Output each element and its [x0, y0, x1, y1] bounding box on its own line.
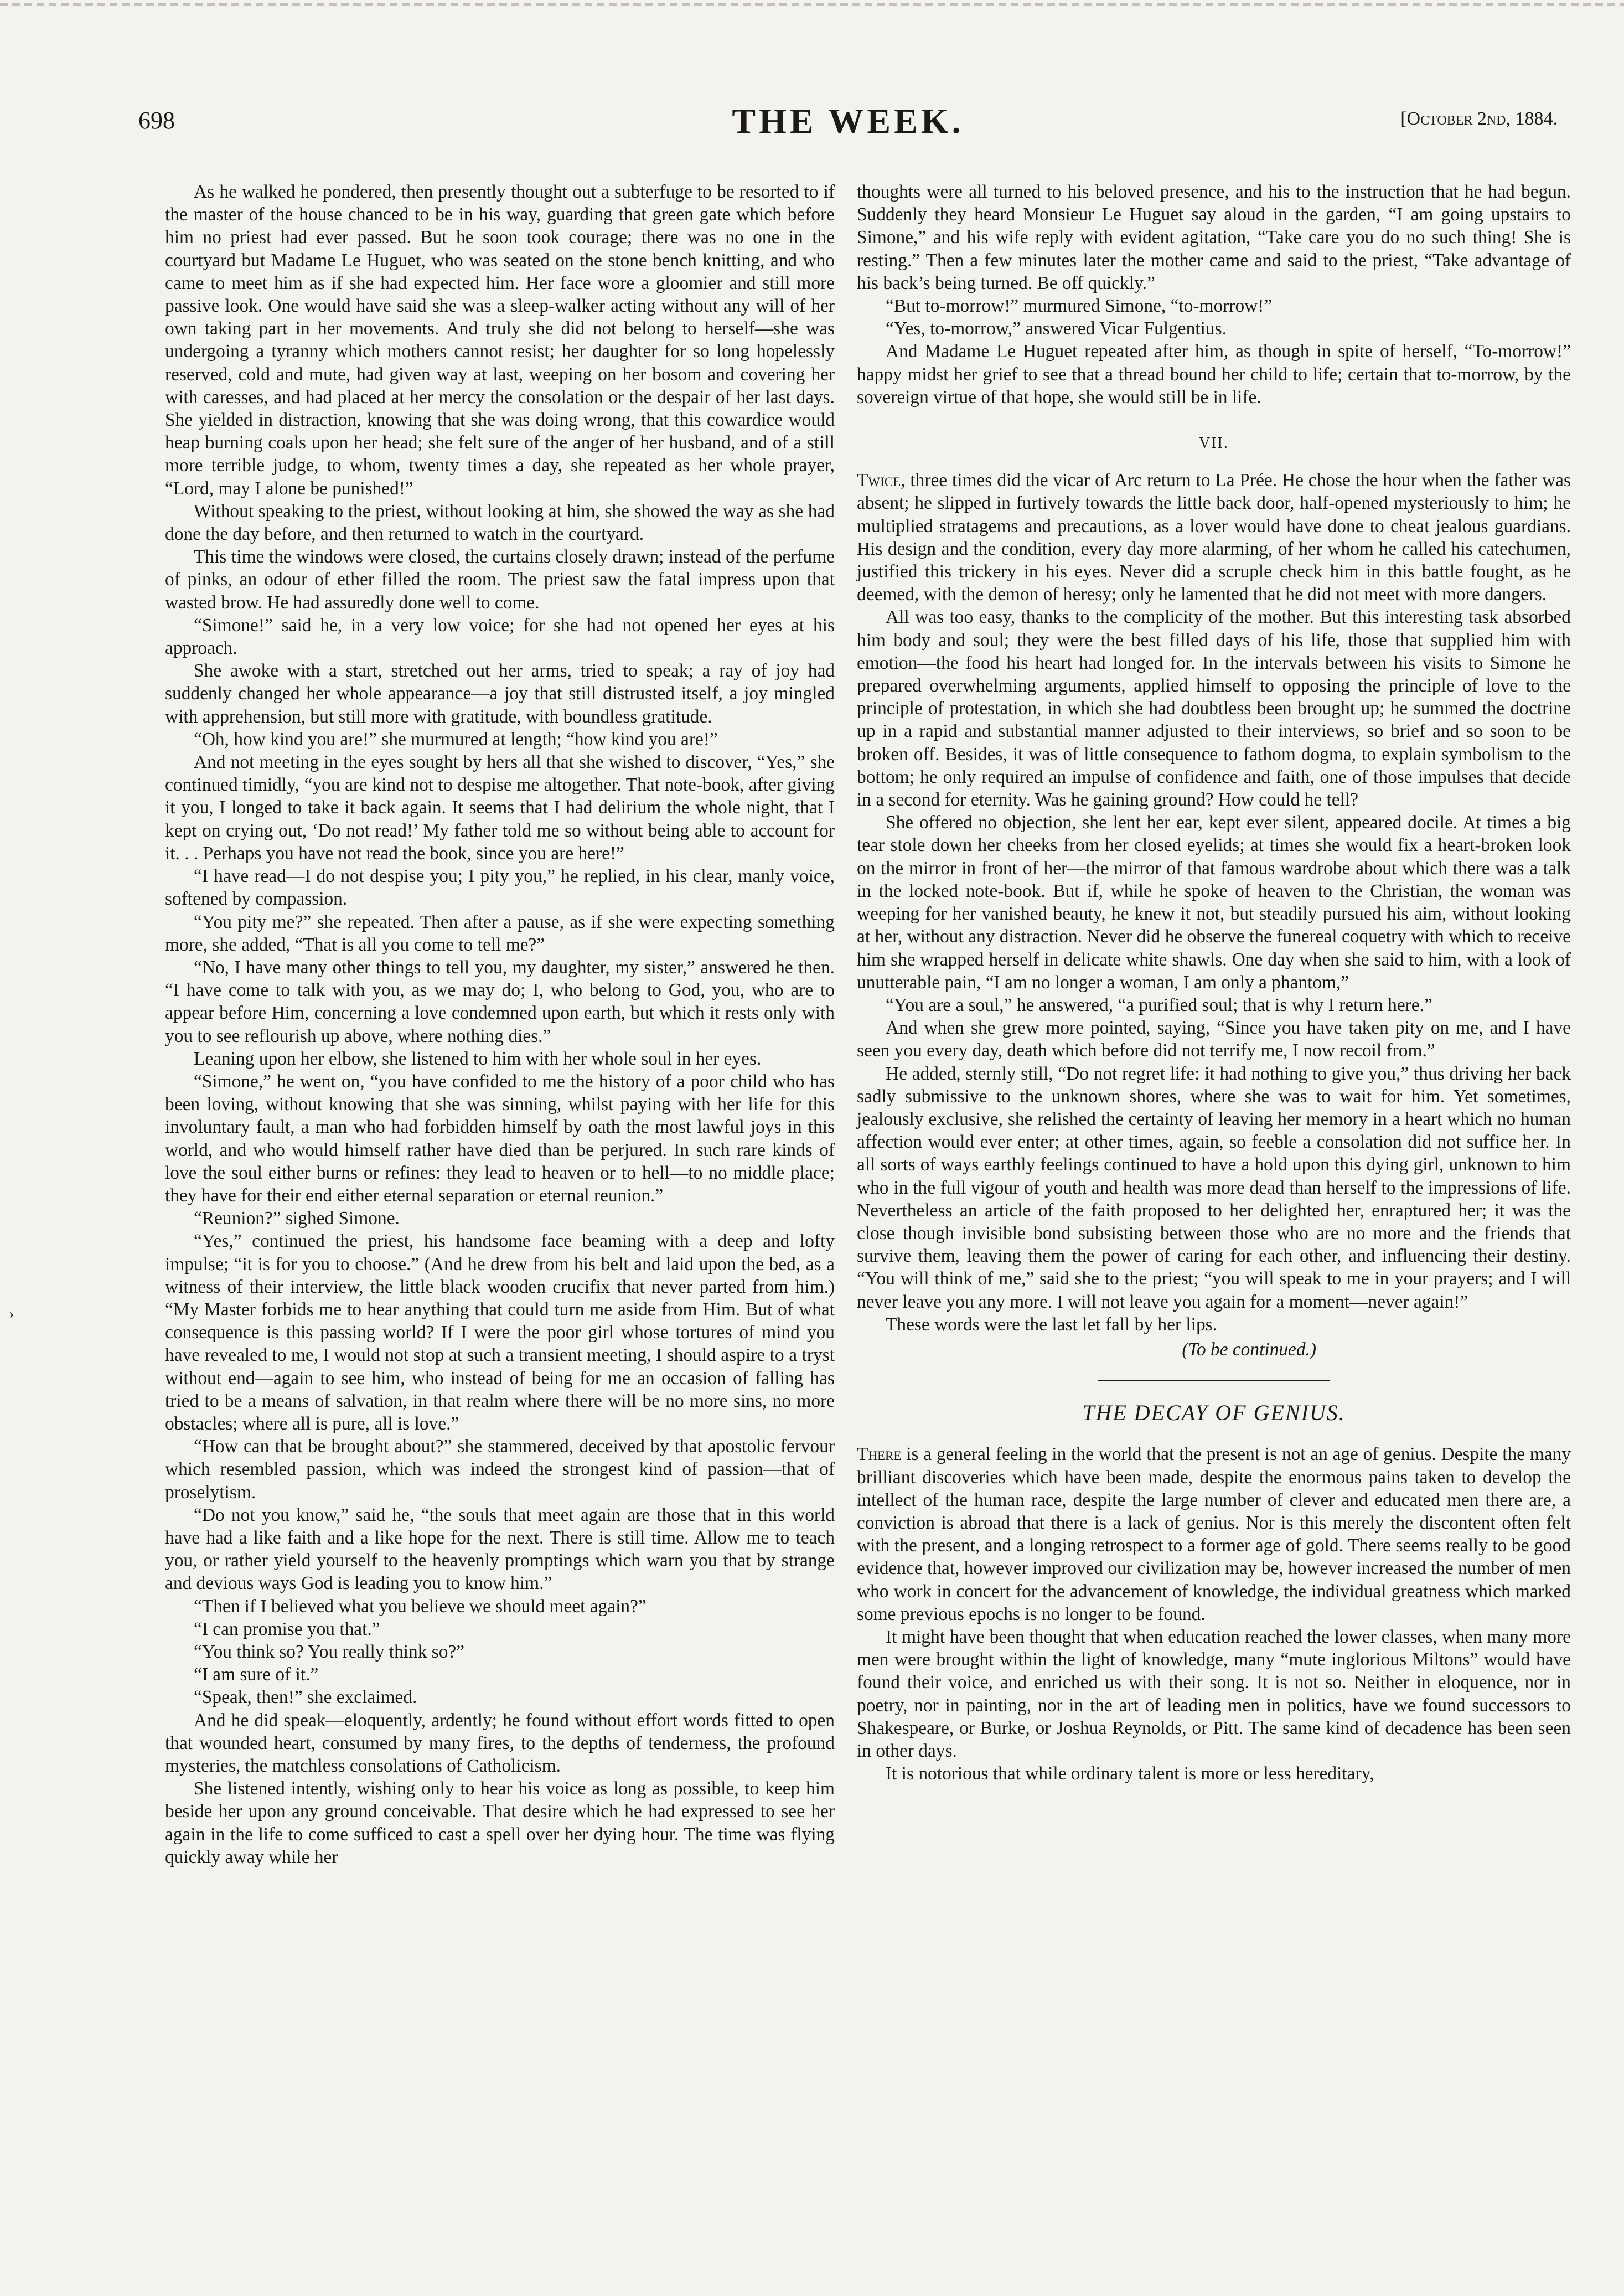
- paragraph: “You think so? You really think so?”: [194, 1642, 465, 1662]
- paragraph: And when she grew more pointed, saying, “Since you have taken pity on me, and I have seen you every day, death which before did not terrify me, I now recoil from.”: [857, 1018, 1571, 1061]
- chapter-first-paragraph: [857, 469, 1571, 606]
- paragraph: It is notorious that while ordinary talent is more or less hereditary,: [886, 1763, 1374, 1784]
- paragraph: “You are a soul,” he answered, “a purified soul; that is why I return here.”: [886, 994, 1432, 1015]
- paragraph: He added, sternly still, “Do not regret life: it had nothing to give you,” thus driving her back sadly submissive to the unknown shores, where she was to wait for him. Yet sometimes, jealously exclusive, she relished the certainty of leaving her memory in a heart which no human affection would ever enter; at other times, again, so feeble a consolation did not suffice her. In all sorts of ways earthly feelings continued to have a hold upon this dying girl, unknown to him who in the full vigour of youth and health was more dead than herself to the impressions of life. Nevertheless an article of the faith proposed to her delighted her, enraptured her; it was the close though invisible bond subsisting between those who are no more and the friends that survive them, leaving them the power of caring for each other, and influencing their destiny. “You will think of me,” said she to the priest; “you will speak to me in your prayers; and I will never leave you any more. I will not leave you again for a moment—never again!”: [857, 1063, 1571, 1312]
- paragraph: “Do not you know,” said he, “the souls that meet again are those that in this world have had a like faith and a like hope for the next. There is still time. Allow me to teach you, or rather yield yourself to the heavenly promptings which warn you that by strange and devious ways God is leading you to know him.”: [165, 1504, 835, 1594]
- paragraph: She listened intently, wishing only to hear his voice as long as possible, to keep him beside her upon any ground conceivable. That desire which he had expressed to see her again in the life to come sufficed to cast a spell over her dying hour. The time was flying quickly away while her: [165, 1778, 835, 1867]
- paragraph: She offered no objection, she lent her ear, kept ever silent, appeared docile. At times a big tear stole down her cheeks from her closed eyelids; at times she would fix a heart-broken look on the mirror in front of her—the mirror of that famous wardrobe about which there was a talk in the locked note-book. But if, while he spoke of heaven to the Christian, the woman was weeping for her vanished beauty, he knew it not, but steadily pursued his aim, without looking at her, without any distraction. Never did he observe the funereal coquetry with which to receive him she wrapped herself in delicate white shawls. One day when she said to him, with a look of unutterable pain, “I am no longer a woman, I am only a phantom,”: [857, 812, 1571, 993]
- paragraph: “Then if I believed what you believe we should meet again?”: [194, 1596, 647, 1617]
- article-title: THE DECAY OF GENIUS.: [1082, 1400, 1346, 1426]
- paragraph: “I am sure of it.”: [194, 1664, 319, 1685]
- story-continuation: [857, 180, 1571, 409]
- paragraph: Leaning upon her elbow, she listened to him with her whole soul in her eyes.: [194, 1048, 762, 1069]
- paragraph: “Oh, how kind you are!” she murmured at length; “how kind you are!”: [194, 729, 718, 750]
- paragraph: Without speaking to the priest, without looking at him, she showed the way as she had done the day before, and then returned to watch in the courtyard.: [165, 501, 835, 545]
- page-number: 698: [138, 107, 175, 134]
- chapter-heading: VII.: [1199, 435, 1229, 452]
- paragraph: And not meeting in the eyes sought by hers all that she wished to discover, “Yes,” she continued timidly, “you are kind not to despise me altogether. That note-book, after giving it you, I longed to take it back again. It seems that I had delirium the whole night, that I kept on crying out, ‘Do not read!’ My father told me so without being able to account for it. . . Perhaps you have not read the book, since you are here!”: [165, 752, 835, 864]
- paragraph: “But to-morrow!” murmured Simone, “to-morrow!”: [886, 296, 1273, 317]
- right-column: [857, 180, 1571, 1785]
- paragraph: “How can that be brought about?” she stammered, deceived by that apostolic fervour which resembled passion, which was indeed the strongest kind of passion—that of proselytism.: [165, 1436, 835, 1503]
- paragraph: “You pity me?” she repeated. Then after a pause, as if she were expecting something more, she added, “That is all you come to tell me?”: [165, 911, 835, 955]
- paragraph: And Madame Le Huguet repeated after him, as though in spite of herself, “To-morrow!” happy midst her grief to see that a thread bound her child to life; certain that to-morrow, by the sovereign virtue of that hope, she would still be in life.: [857, 341, 1571, 407]
- paragraph: These words were the last let fall by her lips.: [886, 1314, 1217, 1335]
- paragraph: “I can promise you that.”: [194, 1618, 380, 1639]
- margin-mark: ›: [9, 1306, 14, 1323]
- article-body: [857, 1626, 1571, 1785]
- paragraph: She awoke with a start, stretched out her arms, tried to speak; a ray of joy had suddenly changed her whole appearance—a joy that still distrusted itself, a joy mingled with apprehension, but still more with gratitude, with boundless gratitude.: [165, 661, 835, 727]
- paragraph: “Simone!” said he, in a very low voice; for she had not opened her eyes at his approach.: [165, 615, 835, 659]
- chapter-body: [857, 606, 1571, 1336]
- paragraph: “Yes, to-morrow,” answered Vicar Fulgentius.: [886, 318, 1227, 339]
- paragraph: “Speak, then!” she exclaimed.: [194, 1687, 417, 1708]
- paragraph: “Yes,” continued the priest, his handsome face beaming with a deep and lofty impulse; “it is for you to choose.” (And he drew from his belt and laid upon the bed, as a witness of their interview, the little black wooden crucifix that never parted from him.) “My Master forbids me to hear anything that could turn me aside from Him. But of what consequence is this passing world? If I were the poor girl whose tortures of mind you have revealed to me, I would not stop at such a transient meeting, I should aspire to a tryst without end—again to see him, who instead of being for me an occasion of falling has tried to be a means of salvation, in that realm where there will be no more sins, no more obstacles; where all is pure, all is love.”: [165, 1231, 835, 1434]
- issue-date: [October 2nd, 1884.: [1400, 109, 1558, 129]
- paragraph: All was too easy, thanks to the complicity of the mother. But this interesting task absorbed him body and soul; they were the best filled days of his life, those that supplied him with emotion—the food his heart had longed for. In the intervals between his visits to Simone he prepared overwhelming arguments, applied himself to opposing the principle of love to the principle of protestation, in which she had doubtless been brought up; he summed the doctrine up in a rapid and substantial manner adjusted to their interviews, so brief and so soon to be broken off. Besides, it was of little consequence to fathom dogma, to explain symbolism to the bottom; he only required an impulse of confidence and faith, one of those impulses that decide in a second for eternity. Was he gaining ground? How could he tell?: [857, 607, 1571, 811]
- paragraph: “Reunion?” sighed Simone.: [194, 1208, 400, 1229]
- to-be-continued: (To be continued.): [1182, 1339, 1316, 1360]
- paragraph: And he did speak—eloquently, ardently; he found without effort words fitted to open that wounded heart, consumed by many fires, to the depths of tenderness, the profound mysteries, the matchless consolations of Catholicism.: [165, 1710, 835, 1777]
- article-separator: [1098, 1380, 1330, 1381]
- chapter-first-text: three times did the vicar of Arc return to La Prée. He chose the hour when the father was absent; he slipped in furtively towards the little back door, half-opened mysteriously to him; he multiplied stratagems and precautions, as a lover would have done to cheat jealous guardians. His design and the condition, every day more alarming, of her whom he called his catechumen, justified this trickery in his eyes. Never did a scruple check him in this battle fought, as he deemed, with the demon of heresy; only he lamented that he did not meet with more dangers.: [857, 470, 1571, 605]
- paragraph: “Simone,” he went on, “you have confided to me the history of a poor child who has been loving, without knowing that she was sinning, whilst paying with her life for this involuntary fault, a man who had forbidden himself by oath the most lawful joys in this world, and who would himself rather have died than be perjured. In such rare kinds of love the soul either burns or refines: they lead to heaven or to hell—to no middle place; they have for their end either eternal separation or eternal reunion.”: [165, 1071, 835, 1206]
- article-first-text: is a general feeling in the world that the present is not an age of genius. Despite the many brilliant discoveries which have been made, despite the enormous pains taken to develop the intellect of the human race, despite the large number of clever and educated men there are, a conviction is abroad that there is a lack of genius. Nor is this merely the discontent often felt with the present, and a longing retrospect to a former age of gold. There seems really to be good evidence that, however improved our civilization may be, however increased the number of men who work in concert for the advancement of knowledge, the individual greatness which marked some previous epochs is no longer to be found.: [857, 1444, 1571, 1624]
- page-header: [138, 101, 1558, 145]
- top-rule: [0, 3, 1624, 6]
- chapter-drop-word: Twice,: [857, 470, 906, 491]
- article-drop-word: There: [857, 1444, 902, 1465]
- masthead-title: THE WEEK.: [732, 101, 964, 141]
- article-first-paragraph: [857, 1443, 1571, 1626]
- paragraph: As he walked he pondered, then presently thought out a subterfuge to be resorted to if the master of the house chanced to be in his way, guarding that green gate which before him no priest had ever passed. But he soon took courage; there was no one in the courtyard but Madame Le Huguet, who was seated on the stone bench knitting, and who came to meet him as if she had expected him. Her face wore a gloomier and still more passive look. One would have said she was a sleep-walker acting without any will of her own taking part in her movements. And truly she did not belong to herself—she was undergoing a tyranny which mothers cannot resist; her daughter for so long hopelessly reserved, cold and mute, had given way at last, weeping on her bosom and covering her with caresses, and had placed at her mercy the consolation or the despair of her last days. She yielded in distraction, knowing that she was doing wrong, that this cowardice would heap burning coals upon her head; she felt sure of the anger of her husband, and of a still more terrible judge, to whom, twenty times a day, she repeated as her whole prayer, “Lord, may I alone be punished!”: [165, 182, 835, 499]
- paragraph: thoughts were all turned to his beloved presence, and his to the instruction that he had begun. Suddenly they heard Monsieur Le Huguet say aloud in the garden, “I am going upstairs to Simone,” and his wife reply with evident agitation, “Take care you do no such thing! She is resting.” Then a few minutes later the mother came and said to the priest, “Take advantage of his back’s being turned. Be off quickly.”: [857, 182, 1571, 293]
- paragraph: It might have been thought that when education reached the lower classes, when many more men were brought within the light of knowledge, many “mute inglorious Miltons” would have found their voice, and enriched us with their song. It is not so. Neither in eloquence, nor in poetry, nor in painting, nor in the art of leading men in politics, have we found successors to Shakespeare, or Burke, or Joshua Reynolds, or Pitt. The same kind of decadence has been seen in other days.: [857, 1626, 1571, 1761]
- left-column: [165, 180, 835, 1869]
- paragraph: “No, I have many other things to tell you, my daughter, my sister,” answered he then. “I have come to talk with you, as we may do; I, who belong to God, you, who are to appear before Him, concerning a love condemned upon earth, but which it rests only with you to see reflourish up above, where nothing dies.”: [165, 957, 835, 1046]
- paragraph: This time the windows were closed, the curtains closely drawn; instead of the perfume of pinks, an odour of ether filled the room. The priest saw the fatal impress upon that wasted brow. He had assuredly done well to come.: [165, 546, 835, 613]
- paragraph: “I have read—I do not despise you; I pity you,” he replied, in his clear, manly voice, softened by compassion.: [165, 866, 835, 910]
